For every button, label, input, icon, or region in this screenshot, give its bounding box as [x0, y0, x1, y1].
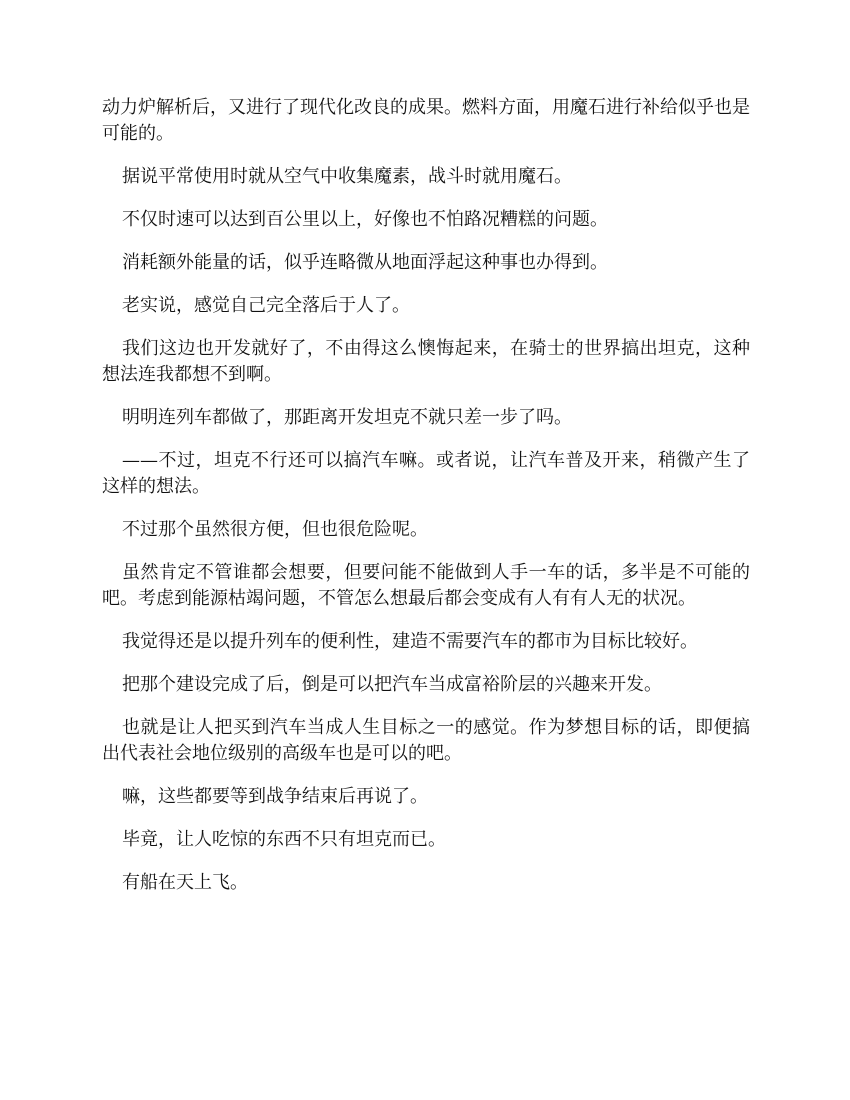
paragraph: 动力炉解析后，又进行了现代化改良的成果。燃料方面，用魔石进行补给似乎也是可能的。: [102, 97, 750, 144]
paragraph: 不过那个虽然很方便，但也很危险呢。: [122, 519, 428, 540]
paragraph: 毕竟，让人吃惊的东西不只有坦克而已。: [122, 829, 446, 850]
paragraph: 有船在天上飞。: [122, 872, 248, 893]
paragraph: 也就是让人把买到汽车当成人生目标之一的感觉。作为梦想目标的话，即便搞出代表社会地位级别的高级车也是可以的吧。: [102, 717, 750, 764]
paragraph: 消耗额外能量的话，似乎连略微从地面浮起这种事也办得到。: [122, 252, 608, 273]
paragraph: 虽然肯定不管谁都会想要，但要问能不能做到人手一车的话，多半是不可能的吧。考虑到能源枯竭问题，不管怎么想最后都会变成有人有有人无的状况。: [102, 562, 750, 609]
paragraph: 老实说，感觉自己完全落后于人了。: [122, 295, 410, 316]
paragraph: 把那个建设完成了后，倒是可以把汽车当成富裕阶层的兴趣来开发。: [122, 674, 662, 695]
paragraph: 不仅时速可以达到百公里以上，好像也不怕路况糟糕的问题。: [122, 209, 608, 230]
paragraph: ——不过，坦克不行还可以搞汽车嘛。或者说，让汽车普及开来，稍微产生了这样的想法。: [102, 450, 750, 497]
paragraph: 明明连列车都做了，那距离开发坦克不就只差一步了吗。: [122, 407, 572, 428]
paragraph: 嘛，这些都要等到战争结束后再说了。: [122, 786, 428, 807]
document-page: [102, 95, 750, 913]
paragraph: 我们这边也开发就好了，不由得这么懊悔起来，在骑士的世界搞出坦克，这种想法连我都想不到啊。: [102, 338, 750, 385]
paragraph: 据说平常使用时就从空气中收集魔素，战斗时就用魔石。: [122, 166, 572, 187]
paragraph: 我觉得还是以提升列车的便利性，建造不需要汽车的都市为目标比较好。: [122, 631, 698, 652]
